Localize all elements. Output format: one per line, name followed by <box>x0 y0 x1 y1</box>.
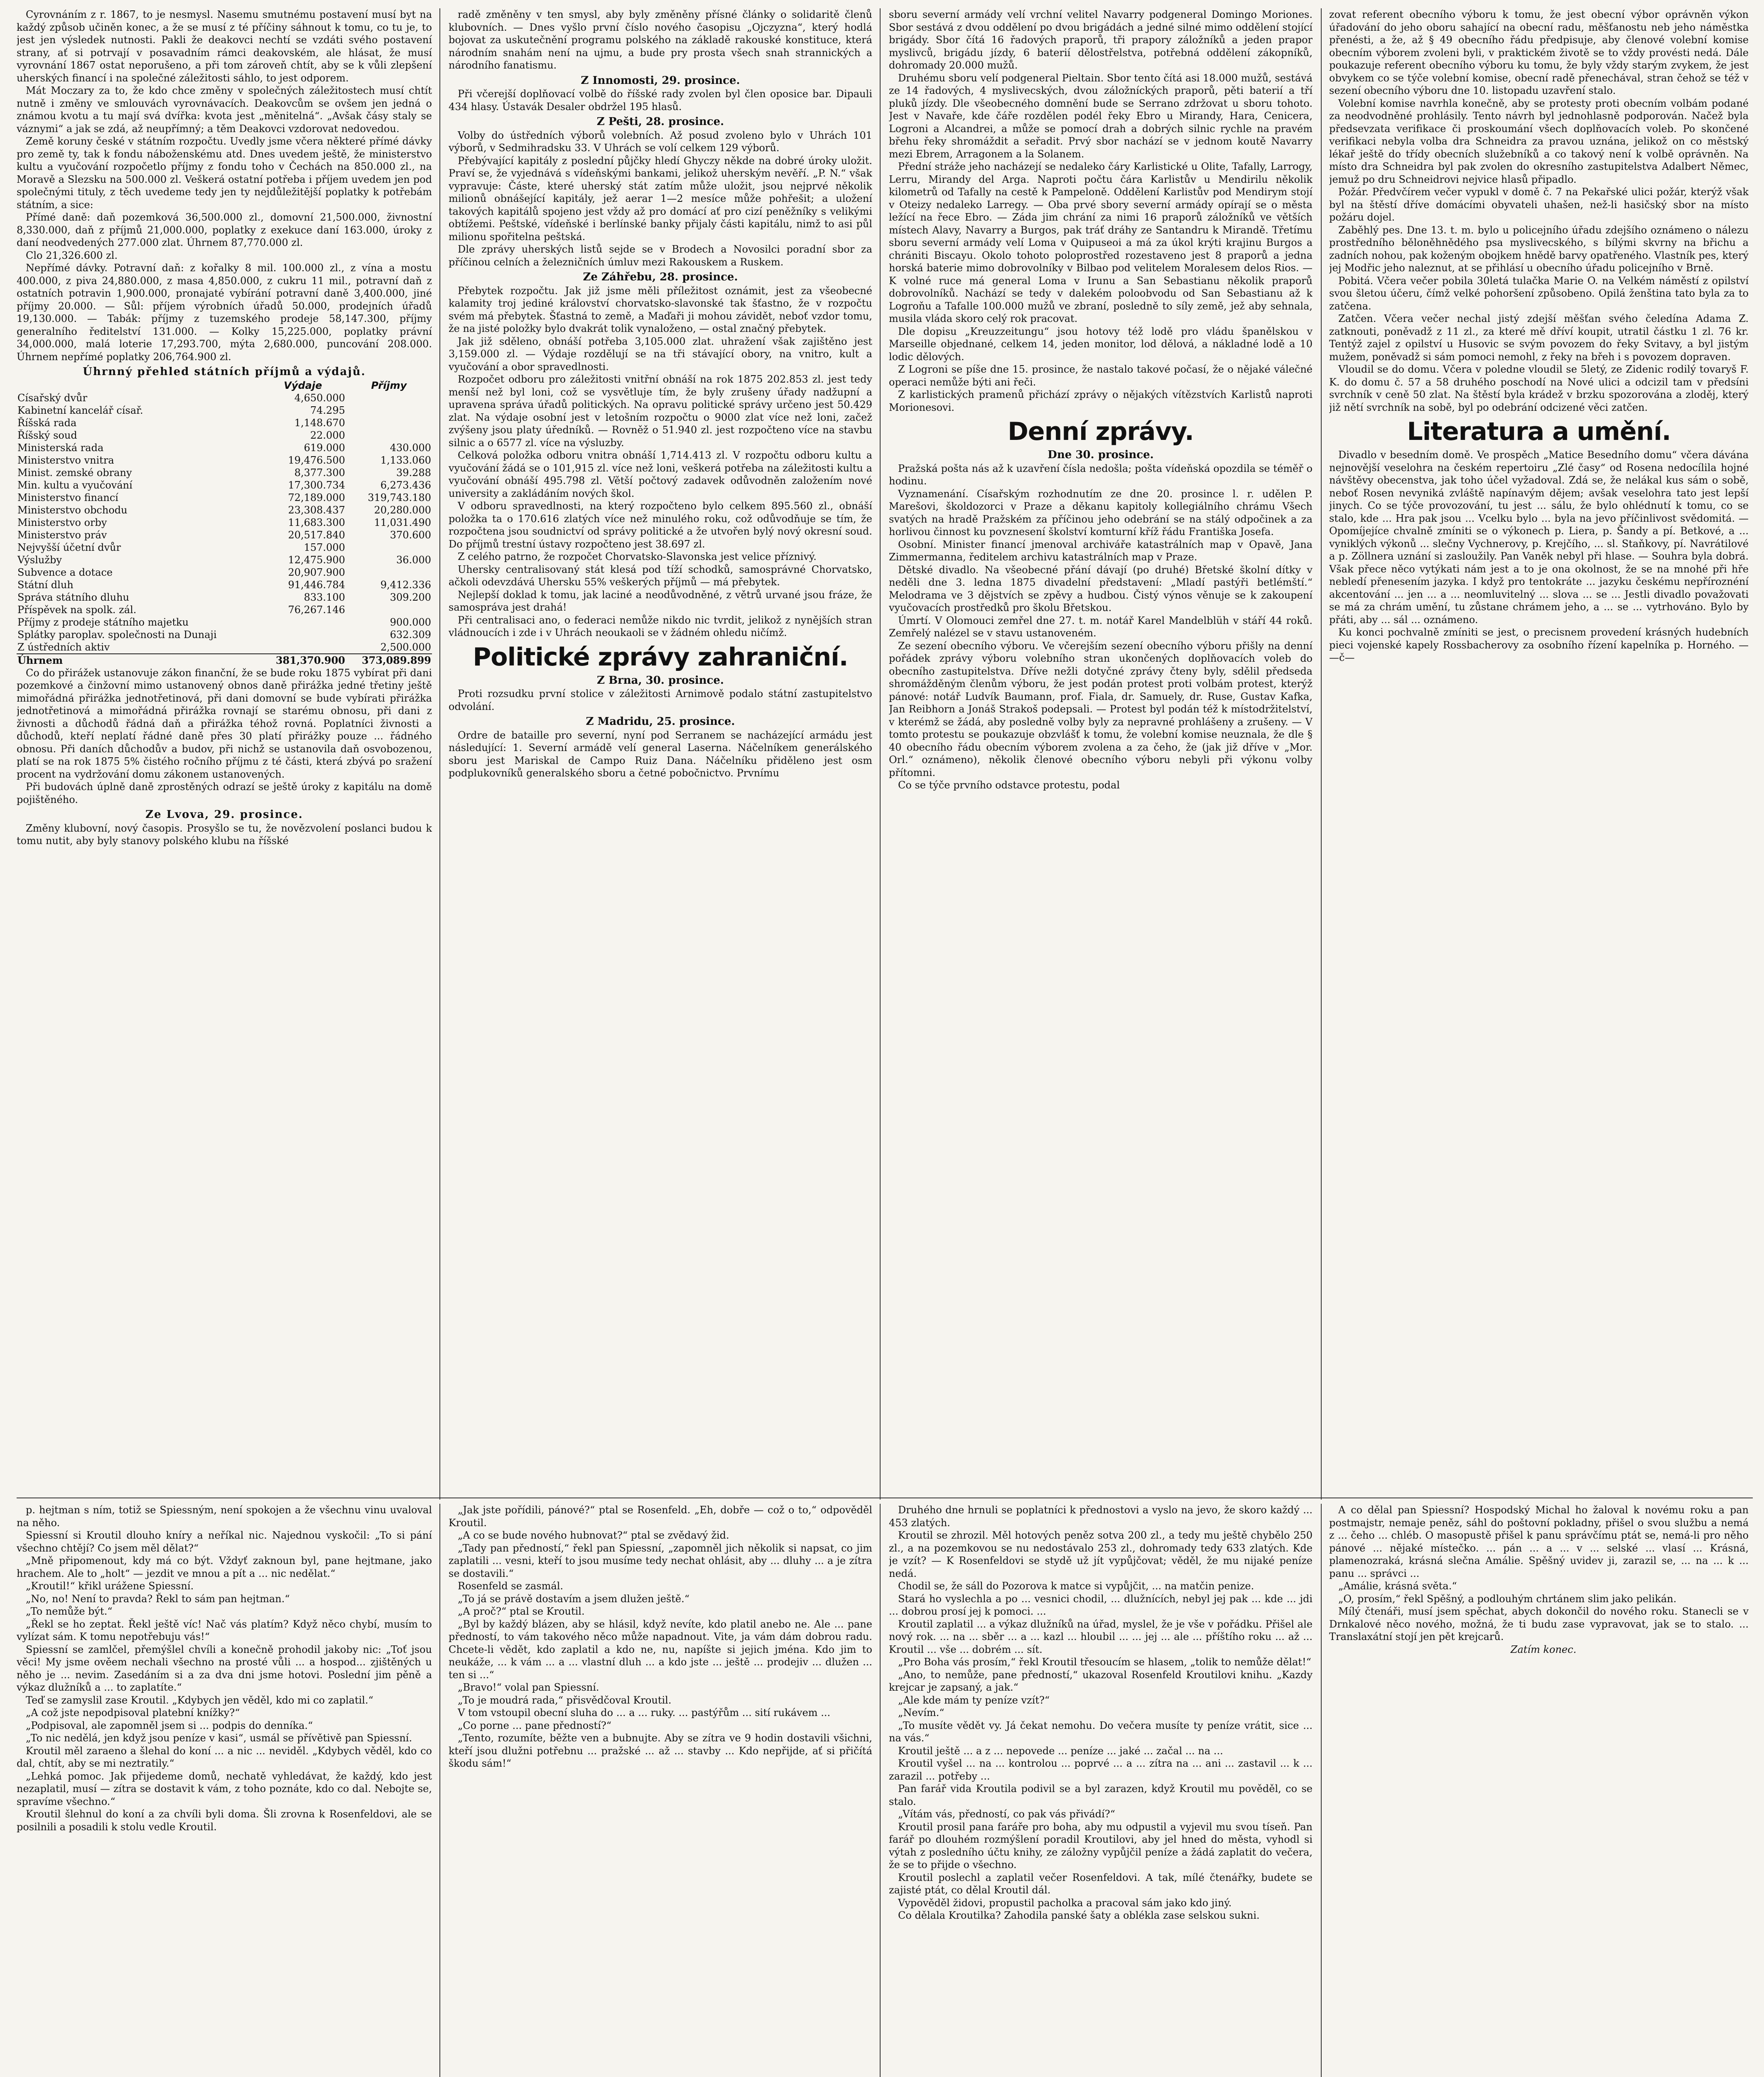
budget-label: Ministerstvo vnitra <box>17 454 114 466</box>
budget-label: Císařský dvůr <box>17 392 88 404</box>
feuilleton-paragraph: Chodil se, že sáll do Pozorova k matce si vypůjčit, ... na matčin penize. <box>898 1580 1254 1592</box>
budget-income: 6,273.436 <box>380 479 431 491</box>
budget-expense: 19,476.500 <box>288 454 345 466</box>
paragraph: Při centralisaci ano, o federaci nemůže nikdo nic tvrdit, jelikož z nynějších stran vládnoucích i zde i v Uhrách neoukaoli se v žádném ohledu ničímž. <box>449 614 872 638</box>
paragraph: Zatčen. Včera večer nechal jistý zdejší měšťan svého čeledína Adama Z. zatknouti, poněvadž z 11 zl., za které mě dříví koupit, utratil částku 1 zl. 76 kr. Tentýž zajel z opilství u Husovic se svým povozem do řeky Svitavy, a byl jistým mužem, poněvadž si sám pomoci nemohl, z řeky na břeh i s povozem dopraven. <box>1329 313 1749 363</box>
section-heading: Politické zprávy zahraniční. <box>473 642 848 672</box>
budget-row <box>17 466 432 479</box>
paragraph: Pražská pošta nás až k uzavření čísla nedošla; pošta vídeňská opozdila se téměř o hodinu. <box>889 462 1313 487</box>
paragraph: Přední stráže jeho nacházejí se nedaleko čáry Karlistické u Olite, Tafally, Larrogy, Lerru, Mirandy del Arga. Naproti počtu čára Karlistův u Mendirilu několik kilometrů od Tafally na cestě k Pampeloně. Oddělení Karlistův pod Mendirym stojí v Oteizy nedaleko Larregy. — Oba prvé sbory severní armády opírají se o města ležící na řece Ebro. — Záda jim chrání za nimi 16 praporů záložníků ve větších místech Alavy, Navarry a Burgos, pak tráť dráhy ze Santandru k Mirandě. Třetímu sboru severní armády velí Loma v Quipuseoi a má za úkol krýti krajinu Burgos a chrániti Biscayu. Okolo tohoto poloprostřed rozestaveno jest 8 praporů a jedna horská baterie mimo dobrovolníky v Bilbao pod velitelem Moralesem delos Rios. — K volné ruce má general Loma v Irunu a San Sebastianu několik praporů dobrovolníků. Nachází se tedy v dalekém poloobvodu od San Sebastianu až k Logroňu a Tafalle 100.000 mužů ve zbraní, posledně to síly země, jež aby sehnala, musila vláda skoro celý rok pracovat. <box>889 161 1313 324</box>
paragraph: Z celého patrno, že rozpočet Chorvatsko-Slavonska jest velice příznivý. <box>458 551 817 562</box>
paragraph: Změny klubovní, nový časopis. Prosyšlo se tu, že novězvolení poslanci budou k tomu nutit, aby byly stanovy polského klubu na říšské <box>17 822 432 847</box>
feuilleton-paragraph: „Tento, rozumíte, běžte ven a bubnujte. Aby se zítra ve 9 hodin dostavili všichni, kteří jsou dlužni potřebnu ... pražské ... až ... stavby ... Kdo nepřijde, ať si přičítá škodu sám!“ <box>449 1732 872 1769</box>
budget-income: 309.200 <box>390 591 431 603</box>
budget-income: 11,031.490 <box>374 516 431 528</box>
budget-row <box>17 641 432 654</box>
feuilleton-paragraph: „Podpisoval, ale zapomněl jsem si ... podpis do denníka.“ <box>26 1719 313 1731</box>
budget-title: Úhrnný přehled státních příjmů a výdajů. <box>83 366 366 378</box>
paragraph: Zaběhlý pes. Dne 13. t. m. bylo u policejního úřadu zdejšího oznámeno o nálezu prostředního běloněhnědého psa myslivecského, s bílými skvrny na břichu a zadních nohou, pak koženým obojkem hnědě barvy opatřeného. Vlastník pes, který jej Modřic jeho naleznut, at se přihlásí u obecního úřadu policejního v Brně. <box>1329 224 1749 274</box>
budget-label: Příspěvek na spolk. zál. <box>17 604 137 616</box>
budget-expense: 72,189.000 <box>288 491 345 503</box>
budget-row <box>17 529 432 541</box>
budget-expense <box>260 616 346 629</box>
budget-expense <box>260 629 346 641</box>
budget-income-header: Příjmy <box>371 379 407 391</box>
paragraph: Ku konci pochvalně zmíniti se jest, o precisnem provedení krásných hudebních pieci vojenské kapely Rossbacherovy za osobního řízení kapelníka p. Horného. — —č— <box>1329 626 1749 663</box>
budget-income <box>346 604 432 616</box>
budget-expense: 4,650.000 <box>294 392 345 404</box>
paragraph: Úmrtí. V Olomouci zemřel dne 27. t. m. notář Karel Mandelblüh v stáří 44 roků. Zemřelý nalézel se v stavu ustanoveném. <box>889 614 1313 639</box>
feuilleton-paragraph: Kroutil ještě ... a z ... nepovede ... peníze ... jaké ... začal ... na ... <box>898 1745 1223 1757</box>
feuilleton-paragraph: „Ale kde mám ty peníze vzít?“ <box>898 1694 1050 1706</box>
budget-label: Z ústředních aktiv <box>17 641 110 653</box>
paragraph: Dětské divadlo. Na všeobecné přání dávají (po druhé) Břetské školní dítky v neděli dne 3. ledna 1875 divadelní představení: „Mladí pastýři betlémští.“ Melodrama ve 3 dějstvích se zpěvy a hudbou. Čistý výnos věnuje se k zakoupení vyučovacích prostředků pro školu Břetskou. <box>889 564 1313 614</box>
budget-income: 36.000 <box>396 554 431 566</box>
budget-expense: 1,148.670 <box>294 417 345 429</box>
feuilleton-paragraph: V tom vstoupil obecní sluha do ... a ... ruky. ... pastýřům ... sití rukávem ... <box>458 1707 831 1719</box>
budget-income: 430.000 <box>390 442 431 454</box>
budget-row <box>17 566 432 579</box>
budget-expense: 8,377.300 <box>294 466 345 479</box>
column-rule <box>439 1504 440 2077</box>
budget-row <box>17 504 432 516</box>
budget-income <box>346 566 432 579</box>
paragraph: Vyznamenání. Císařským rozhodnutím ze dne 20. prosince l. r. udělen P. Marešovi, školdozorci v Praze a děkanu kapitoly kollegiálního chrámu Všech svatých na hradě Pražském za příčinou jeho odebrání se na stálý odpočinek a za horlivou činnost ku povznesení školství komturní kříž řádu Františka Josefa. <box>889 488 1313 538</box>
budget-label: Správa státního dluhu <box>17 591 130 603</box>
paragraph: Mát Moczary za to, že kdo chce změny v společných záležitostech musí chtít nutně i změny ve smlouvách vyrovnávacích. Deakovcům se ovšem jen jedná o známou kvotu a tu mají svá dvířka: kvota jest „měnitelná“. „Avšak čásy staly se váznymi“ a jak se zdá, až neupřímný; a těm Deakovci vzdorovat nedovedou. <box>17 85 432 135</box>
paragraph: Uhersky centralisovaný stát klesá pod tíží schodků, samosprávné Chorvatsko, ačkoli odevzdává Uhersku 55% veškerých příjmů — má přebytek. <box>449 563 872 588</box>
budget-label: Ministerská rada <box>17 442 104 454</box>
feuilleton-paragraph: „Mně připomenout, kdy má co být. Vždyť zaknoun byl, pane hejtmane, jako hrachem. Ale to „holt“ — jezdit ve mnou a pít a ... nic nedělat.“ <box>17 1555 432 1579</box>
feuilleton-paragraph: „Bravo!“ volal pan Spiessní. <box>458 1682 599 1693</box>
budget-row <box>17 541 432 554</box>
paragraph: Dle dopisu „Kreuzzeitungu“ jsou hotovy též lodě pro vládu španělskou v Marseille objednané, celkem 14, jeden monitor, lod dělová, a nákladné lodě a 10 lodic dělových. <box>889 325 1313 363</box>
feuilleton-paragraph: „Kroutil!“ křikl urážene Spiessní. <box>26 1580 194 1592</box>
budget-income: 20,280.000 <box>374 504 431 516</box>
budget-income: 39.288 <box>396 466 431 479</box>
feuilleton-paragraph: „Co porne ... pane předností?“ <box>458 1719 612 1731</box>
dateline: Z Brna, 30. prosince. <box>597 674 724 687</box>
budget-label: Subvence a dotace <box>17 566 113 578</box>
paragraph: Dle zprávy uherských listů sejde se v Brodech a Novosilci poradní sbor za příčinou celních a železničních úmluv mezi Rakouskem a Ruskem. <box>449 243 872 268</box>
column-2 <box>449 8 872 1495</box>
budget-total-label: Úhrnem <box>17 654 260 667</box>
feuilleton-paragraph: Co dělala Kroutilka? Zahodila panské šaty a oblékla zase selskou sukni. <box>898 1910 1260 1921</box>
feuilleton-column-1 <box>17 1504 432 2077</box>
column-1 <box>17 8 432 1495</box>
feuilleton-paragraph: „Řekl se ho zeptat. Řekl ještě víc! Nač vás platím? Když něco chybí, musím to vylízat sám. K tomu nepotřebuju vás!“ <box>17 1618 432 1642</box>
budget-expense <box>260 641 346 654</box>
paragraph: Pobitá. Včera večer pobila 30letá tulačka Marie O. na Velkém náměstí z opilství svou šletou účeru, čímž velké pohoršení způsobeno. Opilá ženština tato byla za to zatčena. <box>1329 275 1749 312</box>
budget-income: 632.309 <box>390 629 431 641</box>
feuilleton-paragraph: Spiessní se zamlčel, přemýšlel chvíli a konečně prohodil jakoby nic: „Toť jsou věci! My jsme ověem nechali všechno na prosté vůli ... a hospod... zjištěných u něho je ... nevim. Zasedáním si a za dva dni jsme hotovi. Poslední jim pěně a výkaz dlužníků a ... to zaplatíte.“ <box>17 1643 432 1693</box>
budget-expense: 22.000 <box>310 429 345 441</box>
feuilleton-paragraph: „Nevím.“ <box>898 1707 945 1719</box>
budget-expense: 619.000 <box>304 442 345 454</box>
feuilleton-paragraph: Stará ho vyslechla a po ... vesnici chodil, ... dlužnících, nebyl jej pak ... kde ... jdi ... dobrou prosí jej k pomoci. ... <box>889 1593 1313 1617</box>
feuilleton-paragraph: „To já se právě dostavím a jsem dlužen ještě.“ <box>458 1593 689 1605</box>
budget-label: Říšská rada <box>17 417 77 429</box>
paragraph: Jak již sděleno, obnáší potřeba 3,105.000 zlat. uhražení však zajištěno jest 3,159.000 zl. — Výdaje rozdělují se na tři stávající obory, na vnitro, kult a vyučování a obor spravedlnosti. <box>449 335 872 373</box>
budget-expense: 17,300.734 <box>288 479 345 491</box>
feuilleton-paragraph: „A co se bude nového hubnovat?“ ptal se zvědavý žid. <box>458 1530 729 1541</box>
budget-row <box>17 591 432 604</box>
budget-row <box>17 579 432 591</box>
dateline: Z Pešti, 28. prosince. <box>596 115 724 128</box>
budget-expense: 76,267.146 <box>288 604 345 616</box>
paragraph: Při včerejší doplňovací volbě do říšské rady zvolen byl člen oposice bar. Dipauli 434 hlasy. Ústavák Desaler obdržel 195 hlasů. <box>449 88 872 113</box>
feuilleton-paragraph: „Pro Boha vás prosím,“ řekl Kroutil třesoucím se hlasem, „tolik to nemůže dělat!“ <box>898 1656 1311 1668</box>
paragraph: Země koruny české v státním rozpočtu. Uvedly jsme včera některé přímé dávky pro země ty, tak k fondu náboženskému atd. Dnes uvedem ještě, že ministerstvo kultu a vyučování rozpočetlo příjmy z fondu toho v Čechách na 850.000 zl., na Moravě a Slezsku na 500.000 zl. Veškerá ostatní potřeba i příjem uvedem jen pod společnými tituly, z těch uvedeme tedy jen ty nejdůležitější poplatky k potřebám státním, a sice: <box>17 135 432 211</box>
budget-row <box>17 404 432 417</box>
budget-income: 2,500.000 <box>380 641 431 653</box>
paragraph: Druhému sboru velí podgeneral Pieltain. Sbor tento čítá asi 18.000 mužů, sestává ze 14 řadových, 4 myslivecských, dvou záložníckých praporů, pěti baterií a tří pluků jízdy. Dle všeobecného domnění bude se Serrano zdržovat u sboru tohoto. Jest v Navaře, kde čáře rozdělen podél řeky Ebro u Mirandy, Hara, Cenicera, Logroni a Alcandrei, a může se pomocí drah a dobrých silnic rychle na pravém břehu řeky shromáždit a seřadit. Prvý sbor nachází se v jednom koutě Navarry mezi Ebrem, Arragonem a la Solanem. <box>889 72 1313 160</box>
budget-income: 900.000 <box>390 616 431 628</box>
budget-total-income: 373,089.899 <box>346 654 432 667</box>
feuilleton-paragraph: p. hejtman s ním, totiž se Spiessným, není spokojen a že všechnu vinu uvaloval na něho. <box>17 1504 432 1529</box>
budget-label: Říšský soud <box>17 429 77 441</box>
feuilleton-paragraph: Kroutil se zhrozil. Měl hotových peněz sotva 200 zl., a tedy mu ještě chybělo 250 zl., a na pozemkovou se nu nedostávalo 253 zl., dohromady tedy 633 zlatých. Kde je vzít? — K Rosenfeldovi se stydě už jít vypůjčovat; věděl, že mu nijaké peníze nedá. <box>889 1530 1313 1579</box>
budget-expense-header: Výdaje <box>284 379 322 391</box>
paragraph: Proti rozsudku první stolice v záležitosti Arnimově podalo státní zastupitelstvo odvolání. <box>449 688 872 712</box>
feuilleton-paragraph: Pan farář vida Kroutila podivil se a byl zarazen, když Kroutil mu pověděl, co se stalo. <box>889 1783 1313 1807</box>
feuilleton-paragraph: „To musíte vědět vy. Já čekat nemohu. Do večera musíte ty peníze vrátit, sice ... na vás.“ <box>889 1719 1313 1744</box>
budget-row <box>17 442 432 454</box>
feuilleton-paragraph: Teď se zamyslil zase Kroutil. „Kdybych jen věděl, kdo mi co zaplatil.“ <box>26 1694 373 1706</box>
paragraph: Cyrovnáním z r. 1867, to je nesmysl. Nasemu smutnému postavení musí byt na každý způsob učiněn konec, a že se musí z té příčiny sáhnout k tomu, co tu je, to jest jen výsledek nutnosti. Pakli že deakovci nechtí se vzdáti svého postavení strany, ať si potrvají v posavadním rámci deakovském, ale hlásat, že musí vyrovnání 1867 ostat neporušeno, a při tom zároveň chtít, aby se k vůli zlepšení uherských financí i na společné záležitosti sáhlo, to jest odporem. <box>17 9 432 84</box>
feuilleton-paragraph: „O, prosím,“ řekl Spěšný, a podlouhým chrtánem slim jako pelikán. <box>1338 1593 1677 1605</box>
budget-row <box>17 479 432 491</box>
feuilleton-paragraph: Kroutil poslechl a zaplatil večer Rosenfeldovi. A tak, mílé čtenářky, budete se zajisté ptát, co dělal Kroutil dál. <box>889 1871 1313 1896</box>
budget-label: Ministerstvo práv <box>17 529 107 541</box>
budget-row <box>17 616 432 629</box>
paragraph: Osobní. Minister financí jmenoval archiváře katastrálních map v Opavě, Jana Zimmermanna, ředitelem archivu katastrálních map v Praze. <box>889 538 1313 563</box>
paragraph: Volby do ústředních výborů volebních. Až posud zvoleno bylo v Uhrách 101 výborů, v Sedmihradsku 33. V Uhrách se volí celkem 129 výborů. <box>449 129 872 154</box>
dateline: Z Madridu, 25. prosince. <box>586 715 735 728</box>
column-rule <box>880 8 881 1500</box>
budget-income <box>346 392 432 404</box>
feuilleton-paragraph: „A proč?“ ptal se Kroutil. <box>458 1606 585 1617</box>
paragraph: Co se týče prvního odstavce protestu, podal <box>898 779 1120 791</box>
feuilleton-paragraph: „To je moudrá rada,“ přisvědčoval Kroutil. <box>458 1694 672 1706</box>
section-heading: Denní zprávy. <box>1008 417 1194 446</box>
paragraph: V odboru spravedlnosti, na který rozpočteno bylo celkem 895.560 zl., obnáší položka ta o 170.616 zlatých více než minulého roku, což odůvodňuje se tím, že rozpočtena jsou soudnictví od správy politické a že utvořen bylý nový okresní soud. Do příjmů trestní ústavy rozpočteno jest 38.697 zl. <box>449 500 872 550</box>
paragraph: Clo 21,326.600 zl. <box>26 249 118 261</box>
budget-label: Ministerstvo obchodu <box>17 504 128 516</box>
section-heading: Literatura a umění. <box>1407 417 1671 446</box>
paragraph: radě změněny v ten smysl, aby byly změněny přísné články o solidaritě členů klubovních. — Dnes vyšlo první číslo nového časopisu „Ojczyzna“, který hodlá bojovat za uskutečnění programu polského na základě rakouské konstituce, která národním snahám není na ujmu, a bude pry prosta všech snah strannických a národního fanatismu. <box>449 9 872 71</box>
paragraph: zovat referent obecního výboru k tomu, že jest obecní výbor oprávněn výkon úřadování do jeho oboru sahající na obecní radu, měšťanostu neb jeho náměstka přenésti, a že, až § 49 obecního řádu předpisuje, aby členové volební komise obecním výborem zvoleni byli, v praktickém životě se to vždy provésti nedá. Dále poukazuje referent obecního výboru ku tomu, že byly vždy starým zvykem, že jest obvykem co se týče volební komise, obecní radě přenechával, stran čehož se též v sezení obecního výboru dne 10. listopadu uzavření stalo. <box>1329 9 1749 96</box>
budget-income <box>346 429 432 442</box>
feuilleton-paragraph: „Ano, to nemůže, pane předností,“ ukazoval Rosenfeld Kroutilovi knihu. „Kazdy krejcar je zapsaný, a jak.“ <box>889 1669 1313 1693</box>
feuilleton-paragraph: „Byl by každý blázen, aby se hlásil, když nevíte, kdo platil anebo ne. Ale ... pane předností, to vám takového něco může napadnout. Vite, ja vám dám dobrou radu. Chcete-li vědět, kdo zaplatil a kdo ne, nu, napíšte si jejich jména. Kdo jim to neukáže, ... k vám ... a ... vlastní dluh ... a kdo jste ... ještě ... prodejiv ... dlužen ... ten si ...“ <box>449 1618 872 1681</box>
paragraph: Divadlo v besedním domě. Ve prospěch „Matice Besedního domu“ včera dávána nejnovější veselohra na českém repertoiru „Zlé časy“ od Rosena nedocílila hojné návštěvy obecenstva, jak toho účel vyžadoval. Zdá se, že nelákal kus sám o sobě, neboť Rosen nevyniká zvláště napínavým dějem; avšak veselohra tato jest lepší jinych. Co se týče provozování, tu jest ... sálu, že bylo ohlédnutí k tomu, co se stalo, kde ... Hra pak jsou ... Vcelku bylo ... byla na jevo příčinlivost svědomitá. — Opomíjejíce chvalně zmíniti se o výkonech p. Liera, p. Šandy a pí. Betkové, a ... vyniklých výkonů ... slečny Vychnerovy, p. Krejčího, ... sl. Staňkovy, pí. Navrátilové a p. Zöllnera uznání si zasloužily. Pan Vaněk nebyl při hlase. — Souhra byla dobrá. Však přece něco vytýkati nám jest a to je ona okolnost, že se na mnohé při hře nebledí přenesením jazyka. I když pro tentokráte ... jazyku českému nepříroznéní akcentování ... jen ... a ... neomluvitelný ... slova ... se ... Jestli divadlo považovati se má za chrám umění, tu zůstane chrámem jeho, a ... se ... vytrhováno. Bylo by přáti, aby ... sál ... oznámeno. <box>1329 449 1749 626</box>
budget-income <box>346 404 432 417</box>
feuilleton-paragraph: „Lehká pomoc. Jak přijedeme domů, nechatě vyhledávat, že každý, kdo jest nezaplatil, musí — zítra se dostavit k vám, z toho poznáte, kdo co dal. Nebojte se, spravíme všechno.“ <box>17 1770 432 1807</box>
feuilleton-paragraph: Zatím konec. <box>1510 1643 1577 1655</box>
budget-total-expense: 381,370.900 <box>260 654 346 667</box>
budget-row <box>17 554 432 566</box>
budget-label: Příjmy z prodeje státního majetku <box>17 616 189 628</box>
feuilleton-column-3 <box>889 1504 1313 2077</box>
dateline: Ze Lvova, 29. prosince. <box>145 808 303 821</box>
column-rule <box>1321 1504 1322 2077</box>
budget-row <box>17 417 432 429</box>
budget-label: Státní dluh <box>17 579 74 591</box>
budget-expense: 23,308.437 <box>288 504 345 516</box>
budget-income: 319,743.180 <box>368 491 431 503</box>
feuilleton-paragraph: „To nic nedělá, jen když jsou peníze v kasi“, usmál se přívětivě pan Spiessní. <box>26 1732 412 1744</box>
feuilleton-paragraph: Kroutil měl zaraeno a šlehal do koní ... a nic ... neviděl. „Kdybych věděl, kdo co dal, chtít, aby se mi neztratily.“ <box>17 1745 432 1769</box>
budget-expense: 91,446.784 <box>288 579 345 591</box>
feuilleton-paragraph: „Amálie, krásná světa.“ <box>1338 1580 1457 1592</box>
paragraph: Co do přirážek ustanovuje zákon finanční, že se bude roku 1875 vybírat při dani pozemkové a činžovní mimo ustanovený obnos daně přirážka jedné třetiny ještě mimořádná přirážka jednotřetinová, při dani domovní se bude vybírati přirážka jednotřetinová a mimořádná přirážka rovnají se starému obnosu, při dani z živnosti a důchodů řádná daň a přirážka téhož rovná. Poplatníci živnosti a důchodů, kteří neplatí řádné daně přes 30 platí přirážky pouze ... řádného obnosu. Při daních důchodův a budov, při nichž se ustanovila daň osvobozenou, platí se na rok 1875 5% čistého ročního příjmu z té části, která zbývá po sražení procent na vydržování domu zákonem ustanovených. <box>17 667 432 780</box>
budget-row <box>17 392 432 404</box>
column-rule <box>1321 8 1322 1500</box>
budget-expense: 20,907.900 <box>288 566 345 578</box>
feuilleton-paragraph: Kroutil prosil pana faráře pro boha, aby mu odpustil a vyjevil mu svou tíseň. Pan farář po dlouhém rozmýšlení poradil Kroutilovi, aby jel hned do města, vyhodl si výtah z posledního účtu knihy, ze záložny vypůjčil peníze a žádá zaplatit do večera, že se to přijde o všechno. <box>889 1821 1313 1871</box>
paragraph: Ordre de bataille pro severní, nyní pod Serranem se nacházející armádu jest následující: 1. Severní armádě velí general Laserna. Náčelníkem generálského sboru jest Mariskal de Campo Ruiz Dana. Náčelníku přiděleno jest osm podplukovníků generalského sboru a četné pobočnictvo. Prvnímu <box>449 729 872 779</box>
budget-label: Výslužby <box>17 554 62 566</box>
column-3 <box>889 8 1313 1495</box>
paragraph: Ze sezení obecního výboru. Ve včerejším sezení obecního výboru přišly na denní pořádek zprávy výboru volebního stran ukončených doplňovacích voleb do obecního zastupitelstva. Dříve nežli dotyčné zprávy čteny byly, sdělil předseda shromážděným členům výboru, že jest podán protest proti volbám protest, kterýž pánové: notář Ludvík Baumann, prof. Fiala, dr. Samuely, dr. Ruse, Gustav Kafka, Jan Reibhorn a Jonáš Strakoš podepsali. — Protest byl podán též k místodržitelství, v kterémž se žádá, aby posledně volby byly za nepravné prohlášeny a zrušeny. — V tomto protestu se poukazuje obzvlášť k tomu, že volební komise neuznala, že dle § 40 obecního řádu obecním výborem zvolena a za čeho, že (jak již dříve v „Mor. Orl.“ oznámeno), několik členové obecního výboru nebyli při výkonu volby přítomni. <box>889 640 1313 778</box>
budget-total-row <box>17 654 432 667</box>
budget-expense: 20,517.840 <box>288 529 345 541</box>
paragraph: Nejlepší doklad k tomu, jak laciné a neodůvodněné, z větrů urvané jsou fráze, že samospráva jest drahá! <box>449 589 872 613</box>
feuilleton-paragraph: Kroutil šlehnul do koní a za chvíli byli doma. Šli zrovna k Rosenfeldovi, ale se posilnili a posadili k stolu vedle Kroutil. <box>17 1808 432 1833</box>
budget-row <box>17 516 432 529</box>
budget-expense: 833.100 <box>304 591 345 603</box>
paragraph: Volební komise navrhla konečně, aby se protesty proti obecním volbám podané za neodvodněné prohlásily. Tento návrh byl jednohlasně podporován. Načež byla předsevzata verifikace či proskoumání všech doplňovacích voleb. Po skončené verifikaci nebyla volba dra Schneidra za pravou uznána, jelikož on co městský lékař ještě do třídy obecních služebníků a co takový není k volbě oprávněn. Na místo dra Schneidra byl pak zvolen do okresního zastupitelstva Adalbert Němec, jemuž po dru Schneidrovi nejvice hlasů připadlo. <box>1329 97 1749 185</box>
budget-header-row <box>17 379 432 392</box>
paragraph: Při budovách úplně daně zprostěných odrazí se ještě úroky z kapitálu na domě pojištěného. <box>17 781 432 805</box>
budget-row <box>17 604 432 616</box>
dateline: Ze Záhřebu, 28. prosince. <box>583 271 738 283</box>
paragraph: Z Logroni se píše dne 15. prosince, že nastalo takové počasí, že o nějaké válečné operaci nemůže býti ani řeči. <box>889 363 1313 388</box>
budget-label: Min. kultu a vyučování <box>17 479 132 491</box>
paragraph: Přebytek rozpočtu. Jak již jsme měli příležitost oznámit, jest za všeobecné kalamity troj jediné království chorvatsko-slavonské tak šťastno, že v rozpočtu svém má přebytek. Šťastná to země, a Maďaři ji mohou závidět, neboť vzdor tomu, že na jisté položky bylo dvakrát tolik vynaloženo, — ostal značný přebytek. <box>449 285 872 334</box>
paragraph: Z karlistických pramenů přichází zprávy o nějakých vítězstvích Karlistů naproti Morionesovi. <box>889 389 1313 413</box>
budget-income: 1,133.060 <box>380 454 431 466</box>
feuilleton-paragraph: „Tady pan předností,“ řekl pan Spiessní, „zapomněl jich několik si napsat, co jim zaplatili ... vesni, kteří to jsou musíme tedy nechat ohlásit, aby ... dluhy ... a je zítra se dostavili.“ <box>449 1542 872 1579</box>
paragraph: Přímé daně: daň pozemková 36,500.000 zl., domovní 21,500.000, živnostní 8,330.000, daň z příjmů 21,000.000, poplatky z exekuce daní 163.000, úroky z daní neodvedených 277.000 zlat. Úhrnem 87,770.000 zl. <box>17 211 432 248</box>
budget-expense: 11,683.300 <box>288 516 345 528</box>
paragraph: Vloudil se do domu. Včera v poledne vloudil se 5letý, ze Zidenic rodilý tovaryš F. K. do domu č. 57 a 58 druhého poschodí na Nové ulici a odcizil tam v předsíni svrchník v ceně 50 zlat. Na štěstí byla krádež v brzku spozorována a zloděj, který již nětí svrchník na sobě, byl po odebrání odcizené věci zatčen. <box>1329 363 1749 413</box>
feuilleton-paragraph: Mílý čtenáři, musí jsem spěchat, abych dokončil do nového roku. Stanecli se v Drnkalové něco nového, možná, že ti budu zase vypravovat, jak se to stalo. ... Translaxátní stojí jen pět krejcarů. <box>1329 1606 1749 1642</box>
feuilleton-paragraph: „No, no! Není to pravda? Řekl to sám pan hejtman.“ <box>26 1593 290 1605</box>
budget-income <box>346 541 432 554</box>
feuilleton-column-2 <box>449 1504 872 2077</box>
paragraph: Nepřímé dávky. Potravní daň: z kořalky 8 mil. 100.000 zl., z vína a mostu 400.000, z piva 24,880.000, z masa 4,850.000, z cukru 11 mil., potravní daň z ostatních potravin 1,900.000, pronajaté vybírání potravní daně 3,400.000, jiné příjmy 20.000. — Sůl: příjem výrobních úřadů 50.000, prodejních úřadů 19,130.000. — Tabák: příjmy z tuzemského prodeje 58,147.300, příjmy generalního ředitelství 131.000. — Kolky 15,225.000, poplatky právní 34,000.000, malá loterie 17,293.700, mýta 2,680.000, puncování 208.000. Úhrnem nepřímé poplatky 206,764.900 zl. <box>17 262 432 363</box>
paragraph: Přebývající kapitály z poslední půjčky hledí Ghyczy někde na dobré úroky uložit. Praví se, že vyjednává s vídeňskými bankami, jelikož uherským nevěří. „P. N.“ však vypravuje: Částe, které uherský stát zatím může uložit, jsou nejprvé několik milionů obnášející kapitály, jež aerar 1—2 mesíce může pohřešit; a uložení takových kapitálů spojeno jest vždy až pro domácí ať pro cizí peněžníky s velikými obtížemi. Peštské, vídeňské i berlínské banky přijaly části kapitálu, nimž to asi půl milionu spořitelna peštská. <box>449 155 872 243</box>
budget-income: 9,412.336 <box>380 579 431 591</box>
budget-income <box>346 417 432 429</box>
budget-row <box>17 629 432 641</box>
budget-row <box>17 491 432 504</box>
paragraph: Požár. Předvčírem večer vypukl v domě č. 7 na Pekařské ulici požár, kterýž však byl na štěstí dříve domácími obyvateli uhašen, než-li hasičský sbor na místo požáru dojel. <box>1329 186 1749 223</box>
column-rule <box>439 8 440 1500</box>
budget-income: 370.600 <box>390 529 431 541</box>
feuilleton-paragraph: Kroutil vyšel ... na ... kontrolou ... poprvé ... a ... zítra na ... ani ... zastavil ... k ... zarazil ... potřeby ... <box>889 1758 1313 1782</box>
feuilleton-paragraph: „Jak jste pořídili, pánové?“ ptal se Rosenfeld. „Eh, dobře — což o to,“ odpověděl Kroutil. <box>449 1504 872 1529</box>
paragraph: sboru severní armády velí vrchní velitel Navarry podgeneral Domingo Moriones. Sbor sestává z dvou oddělení po dvou brigádách a jedné silné mimo oddělení stojící brigády. Sbor čítá 16 řadových praporů, tři prapory záložníků a jeden prapor myslivců, brigádu jízdy, 6 baterií dělostřelstva, potřebná oddělení zákopníků, dohromady 20.000 mužů. <box>889 9 1313 71</box>
feuilleton-paragraph: „A což jste nepodpisoval platební knížky?“ <box>26 1707 240 1719</box>
budget-label: Nejvyšší účetní dvůr <box>17 541 121 553</box>
budget-row <box>17 454 432 466</box>
budget-label: Splátky paroplav. společnosti na Dunaji <box>17 629 217 641</box>
feuilleton-paragraph: „Vítám vás, předností, co pak vás přivádí?“ <box>898 1808 1115 1820</box>
column-rule <box>880 1504 881 2077</box>
feuilleton-paragraph: A co dělal pan Spiessní? Hospodský Michal ho žaloval k novému roku a pan postmajstr, nemaje peněz, sáhl do poštovní pokladny, přišel o svou službu a nemá z ... čeho ... chléb. O masopustě přišel k panu správčímu ptát se, nemá-li pro něho pánové ... nějaké místečko. ... pán ... a ... v ... selské ... vlasí ... Krásná, plamenozraká, krásná slečna Amálie. Spěšný uvidev ji, zarazil se, ... na ... k ... panu ... správci ... <box>1329 1504 1749 1579</box>
dateline: Dne 30. prosince. <box>1048 449 1154 461</box>
feuilleton-column-4 <box>1329 1504 1749 2077</box>
budget-row <box>17 429 432 442</box>
feuilleton-paragraph: Vypověděl židovi, propustil pacholka a pracoval sám jako kdo jiný. <box>898 1897 1232 1909</box>
budget-table <box>17 379 432 667</box>
budget-label: Minist. zemské obrany <box>17 466 132 479</box>
feuilleton-paragraph: „To nemůže být.“ <box>26 1606 113 1617</box>
column-4 <box>1329 8 1749 1495</box>
budget-label: Kabinetní kancelář císař. <box>17 404 143 416</box>
dateline: Z Innomosti, 29. prosince. <box>581 74 740 87</box>
feuilleton-paragraph: Spiessní si Kroutil dlouho kníry a neříkal nic. Najednou vyskočil: „To si pání všechno chtějí? Co jsem měl dělat?“ <box>17 1530 432 1554</box>
budget-label: Ministerstvo orby <box>17 516 107 528</box>
paragraph: Celková položka odboru vnitra obnáší 1,714.413 zl. V rozpočtu odboru kultu a vyučování žádá se o 101,915 zl. více než loni, veškerá potřeba na záležitosti kultu a vyučování obnáší 495.798 zl. Větší počtový zadavek odůvodněn založením nové university a zakládáním nových škol. <box>449 449 872 499</box>
budget-expense: 12,475.900 <box>288 554 345 566</box>
budget-label: Ministerstvo financí <box>17 491 118 503</box>
feuilleton-paragraph: Druhého dne hrnuli se poplatníci k přednostovi a vyslo na jevo, že skoro každý ... 453 zlatých. <box>889 1504 1313 1529</box>
budget-expense: 157.000 <box>304 541 345 553</box>
feuilleton-paragraph: Kroutil zaplatil ... a výkaz dlužníků na úřad, myslel, že je vše v pořádku. Přišel ale nový rok. ... na ... sběr ... a ... kazl ... hloubil ... ... jej ... ale ... příštího roku ... až ... Kroutil ... vše ... dobrém ... sít. <box>889 1618 1313 1655</box>
feuilleton-paragraph: Rosenfeld se zasmál. <box>458 1580 564 1592</box>
budget-expense: 74.295 <box>310 404 345 416</box>
paragraph: Rozpočet odboru pro záležitosti vnitřní obnáší na rok 1875 202.853 zl. jest tedy menší než byl loni, což se vysvětluje tím, že byly zrušeny úřady nadžupní a upravena správa úřadů politických. Na opravu politické správy určeno jest 50.429 zlat. Na výdaje osobní jest v letošním rozpočtu o 9000 zlat více než loni, začež zvýšeny jsou platy úředníků. — Rovněž o 51.940 zl. jest rozpočteno více na stavbu silnic a o 6577 zl. více na výsluzby. <box>449 373 872 449</box>
